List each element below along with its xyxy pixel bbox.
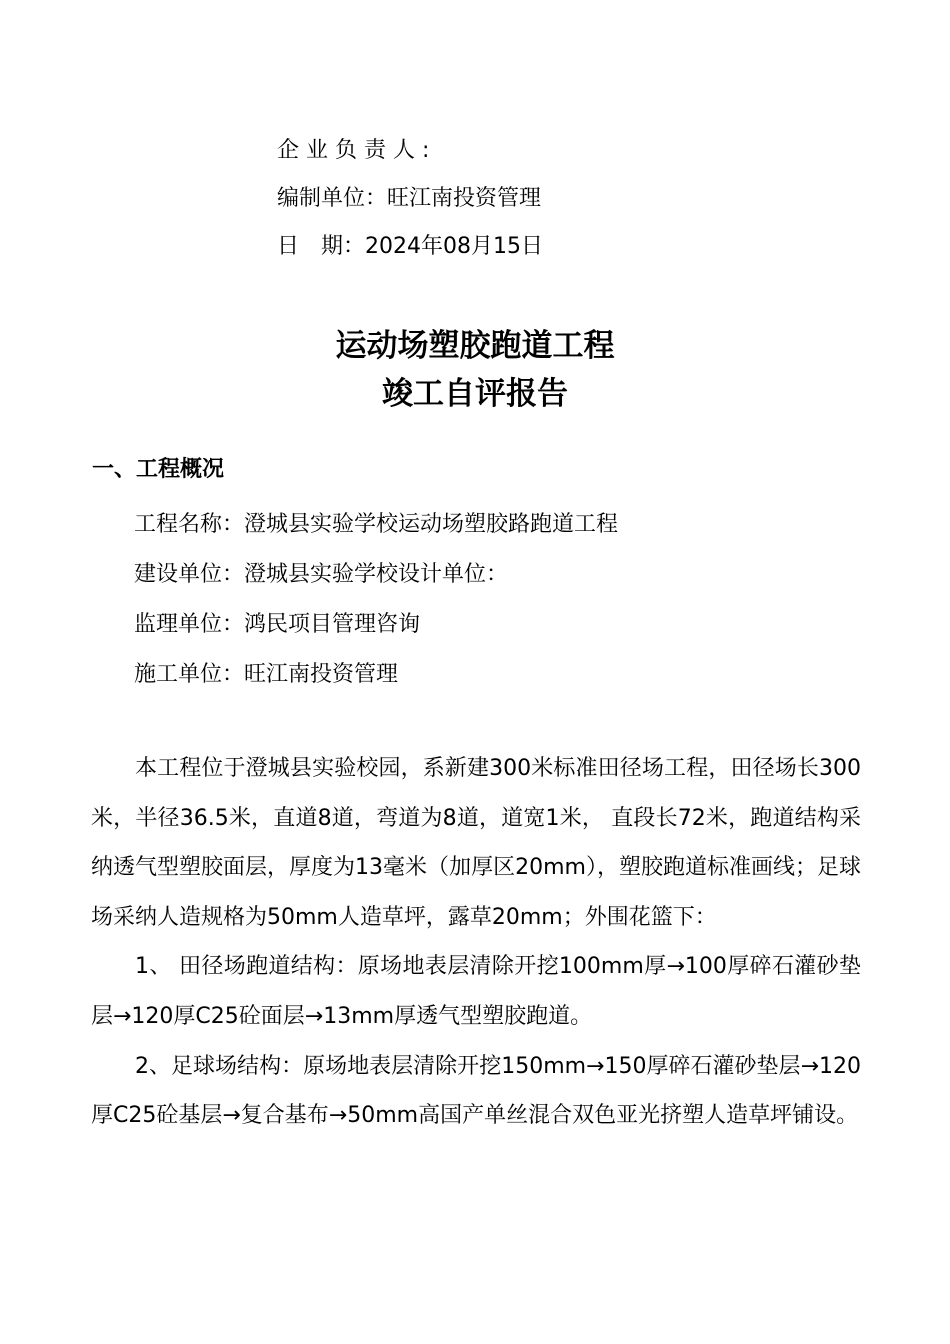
title-line-1: 运动场塑胶跑道工程 bbox=[335, 328, 615, 364]
supervision-unit-line: 监理单位：鸿民项目管理咨询 bbox=[134, 612, 421, 637]
body-text bbox=[91, 744, 861, 1141]
football-field-structure-paragraph: 2、足球场结构：原场地表层清除开挖150mm→150厚碎石灌砂垫层→120厚C25砼基层→复合基布→50mm高国产单丝混合双色亚光挤塑人造草坪铺设。 bbox=[91, 1053, 861, 1129]
contractor-unit-line: 施工单位：旺江南投资管理 bbox=[134, 662, 399, 687]
project-name-line: 工程名称：澄城县实验学校运动场塑胶路跑道工程 bbox=[134, 512, 619, 537]
report-title bbox=[0, 322, 950, 418]
responsible-person-label: 企业负责人: bbox=[277, 138, 437, 163]
construction-unit-line: 建设单位：澄城县实验学校设计单位： bbox=[134, 562, 509, 587]
compiling-unit-line: 编制单位：旺江南投资管理 bbox=[277, 186, 542, 211]
project-info-list bbox=[134, 500, 894, 700]
intro-paragraph: 本工程位于澄城县实验校园，系新建300米标准田径场工程，田径场长300米，半径36.5米，直道8道，弯道为8道，道宽1米， 直段长72米，跑道结构采纳透气型塑胶面层，厚度为13毫米（加厚区20mm），塑胶跑道标准画线；足球场采纳人造规格为50mm人造草坪，露草20mm；外围花篮下： bbox=[91, 756, 861, 930]
track-structure-paragraph: 1、 田径场跑道结构：原场地表层清除开挖100mm厚→100厚碎石灌砂垫层→120厚C25砼面层→13mm厚透气型塑胶跑道。 bbox=[91, 954, 861, 1029]
section-heading-overview: 一、工程概况 bbox=[92, 457, 225, 482]
document-header bbox=[277, 127, 877, 271]
title-line-2: 竣工自评报告 bbox=[382, 376, 568, 412]
date-line: 日 期：2024年08月15日 bbox=[277, 234, 543, 259]
